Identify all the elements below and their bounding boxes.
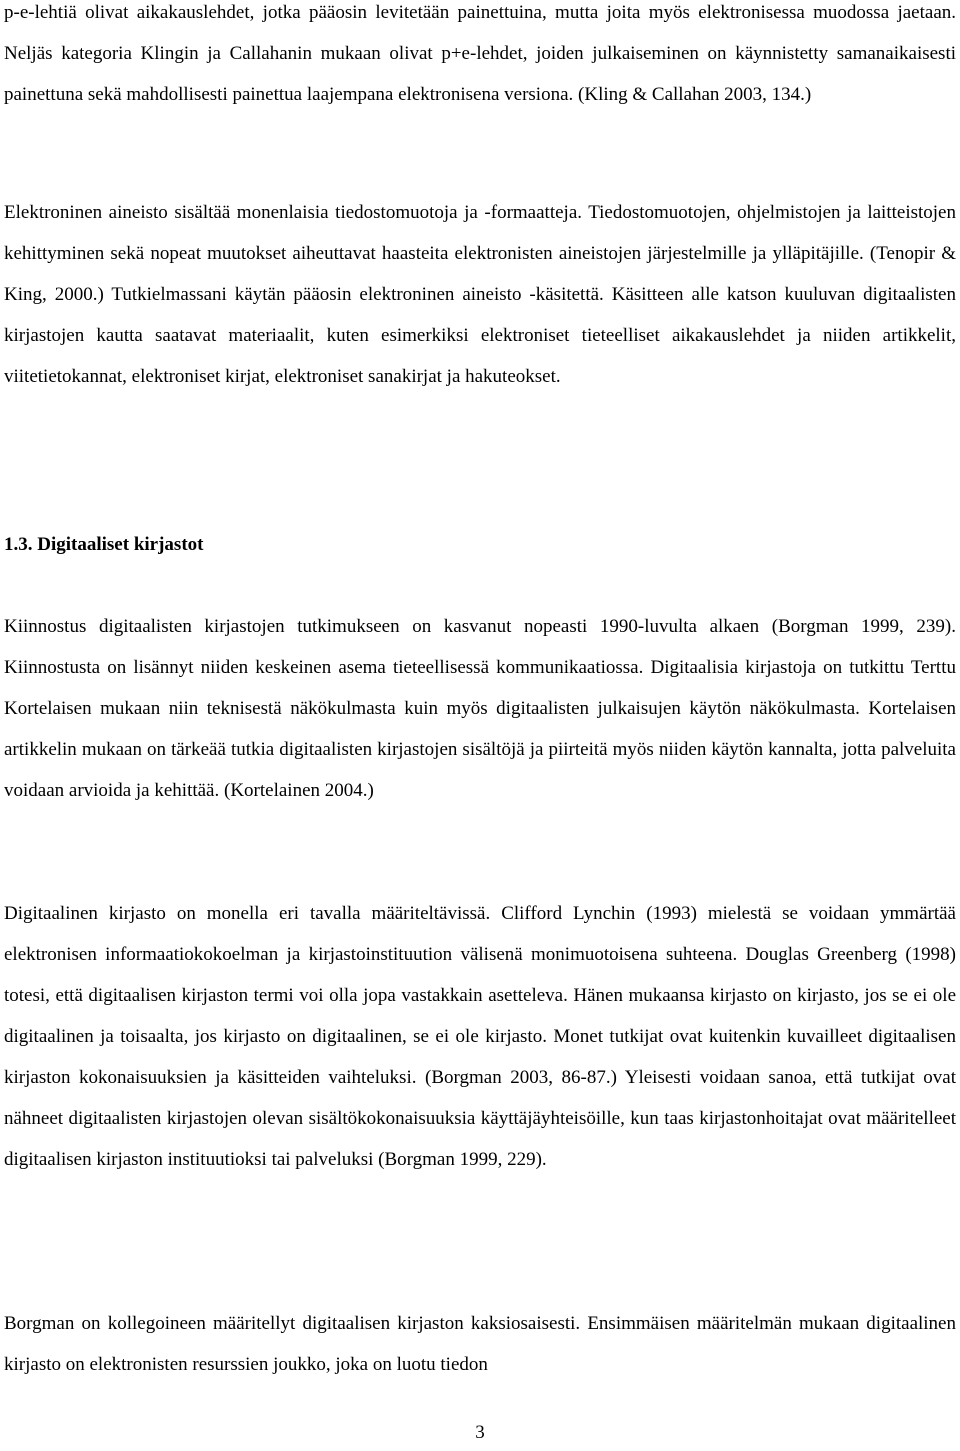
paragraph-elektroninen-aineisto: Elektroninen aineisto sisältää monenlaisia tiedostomuotoja ja -formaatteja. Tiedostomuotojen, ohjelmistojen ja laitteistojen kehittyminen sekä nopeat muutokset aiheuttavat haasteita elektronisten aineistojen järjestelmille ja ylläpitäjille. (Tenopir & King, 2000.) Tutkielmassani käytän pääosin elektroninen aineisto -käsitettä. Käsitteen alle katson kuuluvan digitaalisten kirjastojen kautta saatavat materiaalit, kuten esimerkiksi elektroniset tieteelliset aikakauslehdet ja niiden artikkelit, viitetietokannat, elektroniset kirjat, elektroniset sanakirjat ja hakuteokset. — [4, 202, 956, 387]
page-number: 3 — [475, 1422, 485, 1443]
paragraph-kiinnostus: Kiinnostus digitaalisten kirjastojen tutkimukseen on kasvanut nopeasti 1990-luvulta alkaen (Borgman 1999, 239). Kiinnostusta on lisännyt niiden keskeinen asema tieteellisessä kommunikaatiossa. Digitaalisia kirjastoja on tutkittu Terttu Kortelaisen mukaan niin teknisestä näkökulmasta kuin myös digitaalisten julkaisujen käytön näkökulmasta. Kortelaisen artikkelin mukaan on tärkeää tutkia digitaalisten kirjastojen sisältöjä ja piirteitä myös niiden käytön kannalta, jotta palveluita voidaan arvioida ja kehittää. (Kortelainen 2004.) — [4, 616, 956, 801]
paragraph-p-e-lehdet: p-e-lehtiä olivat aikakauslehdet, jotka pääosin levitetään painettuina, mutta joita myös elektronisessa muodossa jaetaan. Neljäs kategoria Klingin ja Callahanin mukaan olivat p+e-lehdet, joiden julkaiseminen on käynnistetty samanaikaisesti painettuna sekä mahdollisesti painettua laajempana elektronisena versiona. (Kling & Callahan 2003, 134.) — [4, 2, 956, 105]
paragraph-borgman: Borgman on kollegoineen määritellyt digitaalisen kirjaston kaksiosaisesti. Ensimmäisen määritelmän mukaan digitaalinen kirjasto on elektronisten resurssien joukko, joka on luotu tiedon — [4, 1313, 956, 1375]
paragraph-digitaalinen-kirjasto: Digitaalinen kirjasto on monella eri tavalla määriteltävissä. Clifford Lynchin (1993) mielestä se voidaan ymmärtää elektronisen informaatiokokoelman ja kirjastoinstituution välisenä monimuotoisena suhteena. Douglas Greenberg (1998) totesi, että digitaalisen kirjaston termi voi olla jopa vastakkain asetteleva. Hänen mukaansa kirjasto on kirjasto, jos se ei ole digitaalinen ja toisaalta, jos kirjasto on digitaalinen, se ei ole kirjasto. Monet tutkijat ovat kuitenkin kuvailleet digitaalisen kirjaston kokonaisuuksien ja käsitteiden vaihteluksi. (Borgman 2003, 86-87.) Yleisesti voidaan sanoa, että tutkijat ovat nähneet digitaalisten kirjastojen olevan sisältökokonaisuuksia käyttäjäyhteisöille, kun taas kirjastonhoitajat ovat määritelleet digitaalisen kirjaston instituutioksi tai palveluksi (Borgman 1999, 229). — [4, 903, 956, 1170]
section-heading: 1.3. Digitaaliset kirjastot — [4, 534, 204, 555]
